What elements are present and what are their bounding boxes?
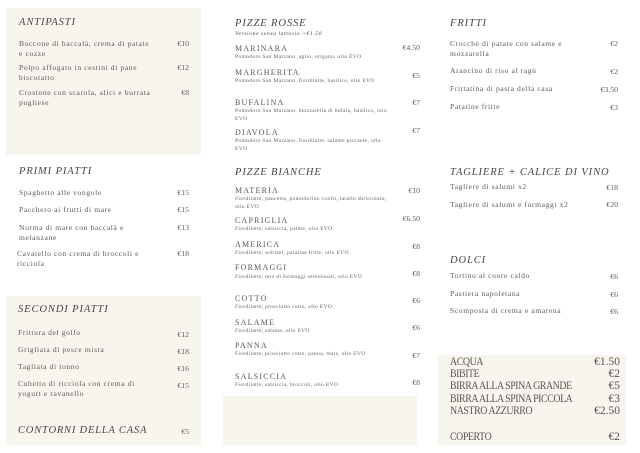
menu-item-price: €12 <box>177 63 189 72</box>
pizza-price: €4.50 <box>402 43 420 52</box>
menu-item-price: €10 <box>177 39 189 48</box>
menu-item-name: Grigliata di pesce mista <box>18 345 105 354</box>
pizza-name: MARINARA <box>235 44 289 53</box>
menu-item-price: €18 <box>177 249 189 258</box>
pizza-price: €5 <box>412 71 420 80</box>
pizza-price: €6.50 <box>402 214 420 223</box>
menu-item-name: Patatine fritte <box>450 102 501 111</box>
menu-item-name: Pastiera napoletana <box>450 289 521 298</box>
pizza-price: €7 <box>412 126 420 135</box>
menu-item-price: €15 <box>177 381 189 390</box>
menu-item-price: €8 <box>181 88 189 97</box>
dolci-title: DOLCI <box>450 255 487 266</box>
pizze-rosse-title: PIZZE ROSSE <box>235 18 307 29</box>
menu-item-price: €18 <box>606 183 618 192</box>
menu-item-price: €2 <box>610 67 618 76</box>
menu-item-name: Tortino al cuore caldo <box>450 271 530 280</box>
pizza-price: €8 <box>412 242 420 251</box>
pizza-name: AMERICA <box>235 240 281 249</box>
menu-item-price: €3 <box>610 103 618 112</box>
menu-item-name: Norma di mare con baccalà e melanzane <box>19 223 124 242</box>
pizza-name: MATERIA <box>235 186 279 195</box>
fritti-title: FRITTI <box>450 18 487 29</box>
menu-item-price: €6 <box>610 290 618 299</box>
antipasti-title: ANTIPASTI <box>19 17 76 28</box>
menu-item-price: €15 <box>177 205 189 214</box>
pizza-name: PANNA <box>235 341 268 350</box>
pizza-description: Fiordilatte, salsiccia, broccoli, olio EVO <box>235 382 339 388</box>
contorni-title: CONTORNI DELLA CASA <box>18 425 148 436</box>
coperto-label: COPERTO <box>450 431 492 443</box>
drink-name: ACQUA <box>450 356 484 368</box>
menu-item-name: Frittura del golfo <box>18 328 81 337</box>
drink-price: €2.50 <box>594 405 620 417</box>
pizze-bianche-title: PIZZE BIANCHE <box>235 167 322 178</box>
menu-item-price: €6 <box>610 307 618 316</box>
drink-name: BIRRA ALLA SPINA GRANDE <box>450 380 572 392</box>
pizza-price: €8 <box>412 378 420 387</box>
menu-item-name: Spaghetto alle vongole <box>19 188 102 197</box>
menu-item-price: €20 <box>606 200 618 209</box>
pizza-name: DIAVOLA <box>235 128 279 137</box>
pizza-description: Fiordilatte, pancetta, pomodorino confit, tarallo sbriciolato, olio EVO <box>235 196 387 210</box>
drink-price: €1.50 <box>594 356 620 368</box>
pizza-price: €6 <box>412 323 420 332</box>
pizza-price: €7 <box>412 98 420 107</box>
pizza-description: Fiordilatte, salsiccia, patate, olio EVO <box>235 226 333 232</box>
pizza-description: Pomodoro San Marzano, aglio, origano, olio EVO <box>235 54 362 60</box>
menu-item-name: Arancino di riso al ragù <box>450 66 537 75</box>
menu-item-price: €6 <box>610 272 618 281</box>
drink-name: NASTRO AZZURRO <box>450 405 533 417</box>
menu-item-name: Frittatina di pasta della casa <box>450 84 553 93</box>
drink-price: €3 <box>608 393 620 405</box>
drink-name: BIRRA ALLA SPINA PICCOLA <box>450 393 573 405</box>
pizza-price: €6 <box>412 296 420 305</box>
menu-item-price: €3.50 <box>600 85 618 94</box>
menu-item-name: Pacchero ai frutti di mare <box>19 205 112 214</box>
pizza-name: COTTO <box>235 294 268 303</box>
pizza-description: Fiordilatte, prosciutto cotto, olio EVO <box>235 304 333 310</box>
pizza-name: BUFALINA <box>235 98 285 107</box>
menu-item-name: Boccone di baccalà, crema di patate e cozze <box>19 39 150 58</box>
pizza-description: Fiordilatte, salame, olio EVO <box>235 328 310 334</box>
contorni-price: €5 <box>181 427 189 436</box>
pizza-description: Pomodoro San Marzano, mozzarella di bufala, basilico, olio EVO <box>235 108 387 122</box>
pizza-price: €8 <box>412 269 420 278</box>
pizza-price: €7 <box>412 351 420 360</box>
menu-item-name: Tagliata di tonno <box>18 362 80 371</box>
menu-item-name: Cavatello con crema di broccoli e ricciola <box>17 249 140 268</box>
menu-item-name: Crostone con scarola, alici e burrata pugliese <box>19 88 151 107</box>
pizza-description: Fiordilatte, würstel, patatine fritte, olio EVO <box>235 250 349 256</box>
menu-item-name: Scomposta di crema e amarena <box>450 306 562 315</box>
menu-item-name: Crocchè di patate con salame e mozzarella <box>450 39 563 58</box>
menu-item-price: €15 <box>177 188 189 197</box>
menu-item-price: €2 <box>610 39 618 48</box>
drink-price: €5 <box>608 380 620 392</box>
menu-item-price: €18 <box>177 347 189 356</box>
pizza-description: Fiordilatte, prosciutto cotto, panna, mais, olio EVO <box>235 351 366 357</box>
pizza-name: MARGHERITA <box>235 68 300 77</box>
menu-item-name: Cubetto di ricciola con crema di yogurt e ravanello <box>18 379 135 398</box>
pizza-name: SALSICCIA <box>235 372 288 381</box>
drink-price: €2 <box>608 368 620 380</box>
pizza-price: €10 <box>408 186 420 195</box>
pizza-name: CAPRIGLIA <box>235 216 289 225</box>
pizza-description: Fiordilatte, mix di formaggi selezionati, olio EVO <box>235 274 363 280</box>
blank-panel <box>223 396 417 445</box>
pizza-description: Pomodoro San Marzano, fiordilatte, basilico, olio EVO <box>235 78 375 84</box>
tagliere-title: TAGLIERE + CALICE DI VINO <box>450 167 610 178</box>
menu-item-price: €12 <box>177 330 189 339</box>
drink-name: BIBITE <box>450 368 480 380</box>
pizze-rosse-subtitle: Versione senza lattosio +€1.50 <box>235 31 323 37</box>
pizza-description: Pomodoro San Marzano, fiordilatte, salame piccante, olio EVO <box>235 138 381 152</box>
primi-title: PRIMI PIATTI <box>19 166 93 177</box>
menu-item-price: €16 <box>177 364 189 373</box>
menu-item-price: €13 <box>177 223 189 232</box>
pizza-name: SALAME <box>235 318 276 327</box>
menu-item-name: Polpo affogato in cestini di pane biscotatto <box>19 63 138 82</box>
secondi-title: SECONDI PIATTI <box>18 304 109 315</box>
menu-item-name: Tagliere di salumi e formaggi x2 <box>450 200 569 209</box>
coperto-price: €2 <box>608 431 620 443</box>
menu-item-name: Tagliere di salumi x2 <box>450 182 527 191</box>
pizza-name: FORMAGGI <box>235 263 288 272</box>
